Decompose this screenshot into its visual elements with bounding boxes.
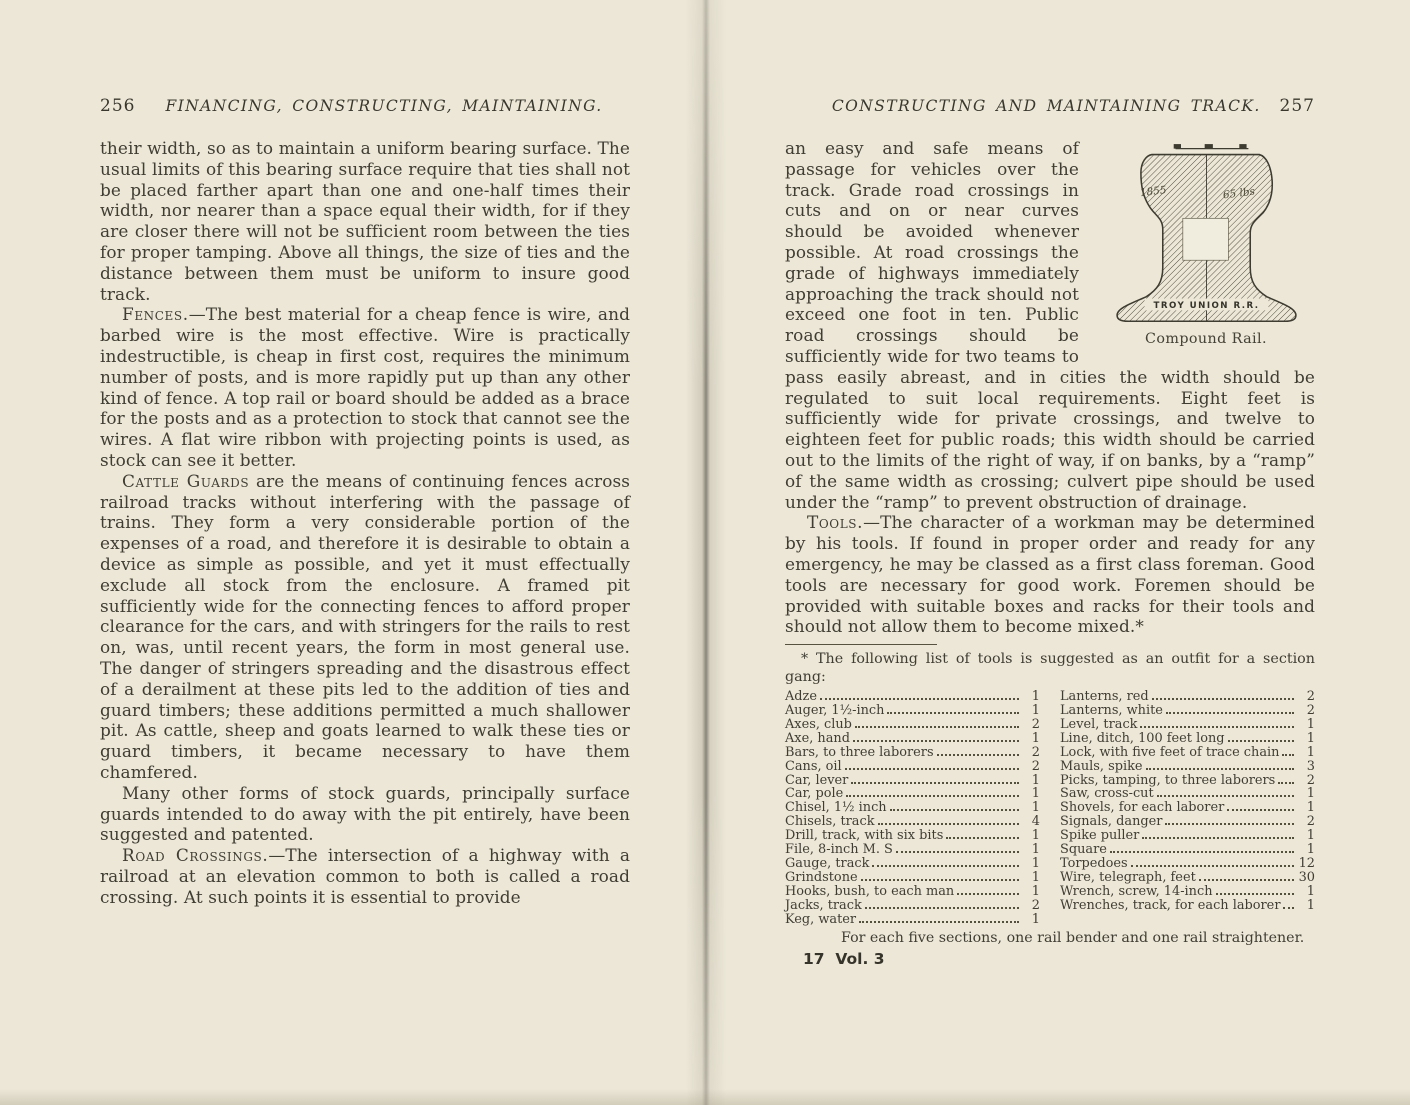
- right-page-body: [785, 138, 1315, 637]
- paragraph-text: —The character of a workman may be determined by his tools. If found in proper order and ready for any emergency, he may be classed as a first class foreman. Good tools are necessary for good work. Foremen should be provided with suitable boxes and racks for their tools and should not allow them to become mixed.*: [785, 512, 1315, 637]
- book-gutter-shadow: [686, 0, 726, 1105]
- left-running-title: FINANCING, CONSTRUCTING, MAINTAINING.: [165, 97, 603, 115]
- tool-list-item: Torpedoes 12: [1060, 856, 1315, 871]
- tool-list: [785, 690, 1315, 926]
- tool-list-item: Car, lever 1: [785, 772, 1040, 788]
- paragraph-text: —The intersection of a highway with a railroad at an elevation common to both is called a road crossing. At such points it is essential to provide: [100, 845, 630, 907]
- tool-list-item: Jacks, track 2: [785, 897, 1040, 913]
- figure-top-tab: [1173, 144, 1180, 149]
- paragraph-text: Many other forms of stock guards, principally surface guards intended to do away with the pit entirely, have been suggested and patented.: [100, 782, 630, 845]
- paragraph-text: —The best material for a cheap fence is wire, and barbed wire is the most effective. Wire is practically indestructible, is cheap in first cost, requires the minimum number of posts, and is more rapidly put up than any other kind of fence. A top rail or board should be added as a brace for the posts and as a protection to stock that cannot see the wires. A flat wire ribbon with projecting points is used, as stock can see it better.: [100, 304, 630, 470]
- page-left: [100, 96, 630, 907]
- tool-list-item: Square 1: [1060, 842, 1315, 858]
- tool-list-item: Signals, danger 2: [1060, 814, 1315, 830]
- tool-list-column-right: [1060, 690, 1315, 926]
- right-page-header: [785, 96, 1315, 116]
- rail-stamp-text: TROY UNION R.R.: [1153, 301, 1259, 312]
- tool-list-item: Lanterns, red 2: [1060, 689, 1315, 705]
- left-page-header: [100, 96, 630, 116]
- paragraph: [785, 512, 1315, 637]
- tool-list-item: Chisel, 1½ inch 1: [785, 800, 1040, 816]
- figure-top-tab: [1239, 144, 1246, 149]
- tool-list-item: Saw, cross-cut 1: [1060, 786, 1315, 802]
- tool-list-item: Line, ditch, 100 feet long 1: [1060, 730, 1315, 746]
- figure-top-tab: [1204, 144, 1212, 149]
- paragraph-text: are the means of continuing fences across railroad tracks without interfering with the passage of trains. They form a very considerable portion of the expenses of a road, and therefore it is desirable to obtain a device as simple as possible, and yet it must effectually exclude all stock from the enclosure. A framed pit sufficiently wide for the connecting fences to afford proper clearance for the cars, and with stringers for the rails to rest on, was, until recent years, the form in most general use. The danger of stringers spreading and the disastrous effect of a derailment at these pits led to the addition of ties and guard timbers; these additions permitted a much shallower pit. As cattle, sheep and goats learned to walk these ties or guard timbers, it became necessary to have them chamfered.: [100, 470, 630, 782]
- tool-list-item: Mauls, spike 3: [1060, 758, 1315, 774]
- tool-list-item: Lock, with five feet of trace chain 1: [1060, 744, 1315, 760]
- tool-list-item: File, 8-inch M. S 1: [785, 842, 1040, 858]
- page-bottom-shadow: [0, 1089, 1410, 1105]
- figure-caption: Compound Rail.: [1145, 331, 1267, 347]
- paragraph: [100, 138, 630, 304]
- paragraph: [100, 471, 630, 783]
- tool-list-item: Adze 1: [785, 689, 1040, 705]
- footnote-closing: For each five sections, one rail bender and one rail straightener.: [841, 929, 1305, 946]
- tool-list-item: Cans, oil 2: [785, 758, 1040, 774]
- right-page-number: 257: [1279, 96, 1315, 116]
- left-page-number: 256: [100, 96, 136, 116]
- tool-list-item: Drill, track, with six bits 1: [785, 828, 1040, 844]
- tool-list-item: Axe, hand 1: [785, 730, 1040, 746]
- tool-list-item: Picks, tamping, to three laborers 2: [1060, 772, 1315, 788]
- paragraph-lead: Cattle Guards: [122, 470, 250, 491]
- volume-signature: 17 Vol. 3: [803, 949, 885, 968]
- rail-bolt-hole: [1182, 218, 1228, 260]
- rail-year-label: 1855: [1138, 184, 1167, 200]
- paragraph-text: an easy and safe means of passage for vehicles over the track. Grade road crossings in cuts and on or near curves should be avoided whenever possible. At road crossings the grade of highways immediately approaching the track should not exceed one foot in ten. Public road crossings should be sufficiently wide for two teams to pass easily abreast, and in cities the width should be regulated to suit local requirements. Eight feet is sufficiently wide for private crossings, and twelve to eighteen feet for public roads; this width should be carried out to the limits of the right of way, if on banks, by a “ramp” of the same width as crossing; culvert pipe should be used under the “ramp” to prevent obstruction of drainage.: [785, 138, 1315, 512]
- tool-list-item: Auger, 1½-inch 1: [785, 703, 1040, 719]
- footnote: [785, 650, 1315, 967]
- tool-list-item: Wrench, screw, 14-inch 1: [1060, 883, 1315, 899]
- tool-list-item: Bars, to three laborers 2: [785, 744, 1040, 760]
- tool-list-item: Gauge, track 1: [785, 856, 1040, 871]
- footnote-rule: [785, 644, 937, 645]
- tool-list-item: Hooks, bush, to each man 1: [785, 883, 1040, 899]
- tool-list-item: Lanterns, white 2: [1060, 703, 1315, 719]
- rail-weight-label: 65 lbs: [1221, 185, 1256, 202]
- paragraph: [100, 304, 630, 470]
- tool-list-item: Grindstone 1: [785, 869, 1040, 885]
- compound-rail-figure: [1097, 138, 1315, 347]
- tool-list-item: Wrenches, track, for each laborer 1: [1060, 897, 1315, 913]
- tool-list-item: Level, track 1: [1060, 716, 1315, 732]
- paragraph-lead: Fences.: [122, 304, 189, 325]
- paragraph: [100, 845, 630, 907]
- tool-list-item: Axes, club 2: [785, 716, 1040, 732]
- paragraph-lead: Road Crossings.: [122, 845, 269, 866]
- tool-list-item: Wire, telegraph, feet 30: [1060, 869, 1315, 885]
- tool-list-item: Chisels, track 4: [785, 814, 1040, 830]
- tool-list-item: Spike puller 1: [1060, 828, 1315, 844]
- paragraph-lead: Tools.: [807, 512, 864, 533]
- footnote-intro: * The following list of tools is suggested as an outfit for a section gang:: [785, 651, 1315, 686]
- right-running-title: CONSTRUCTING AND MAINTAINING TRACK.: [831, 97, 1261, 115]
- paragraph-text: their width, so as to maintain a uniform bearing surface. The usual limits of this bearing surface require that ties shall not be placed farther apart than one and one-half times their width, nor nearer than a space equal their width, for if they are closer there will not be sufficient room between the ties for proper tamping. Above all things, the size of ties and the distance between them must be uniform to insure good track.: [100, 138, 630, 304]
- tool-list-column-left: [785, 690, 1040, 926]
- tool-list-item: Car, pole 1: [785, 786, 1040, 802]
- tool-list-item: Keg, water 1: [785, 911, 1040, 927]
- page-right: [785, 96, 1315, 968]
- paragraph: [100, 783, 630, 845]
- compound-rail-drawing: [1099, 138, 1314, 326]
- tool-list-item: Shovels, for each laborer 1: [1060, 800, 1315, 816]
